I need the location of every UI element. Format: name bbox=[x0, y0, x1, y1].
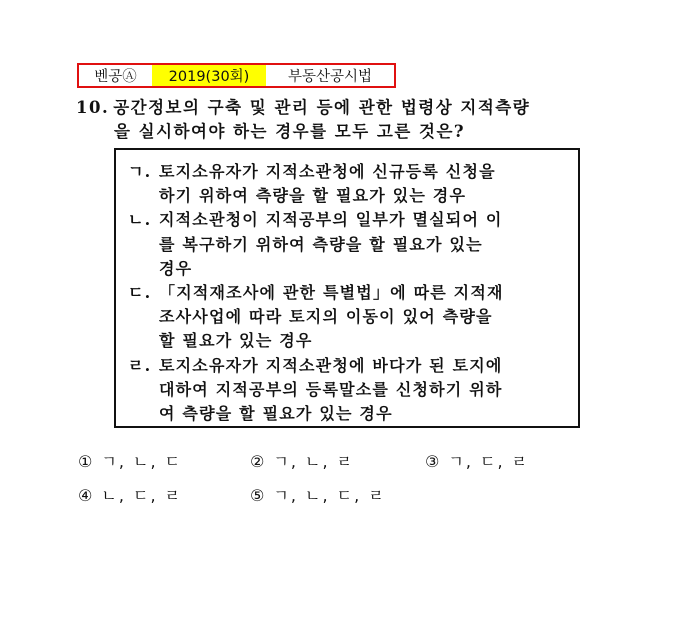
statement-item bbox=[128, 281, 566, 354]
statement-line: 조사사업에 따라 토지의 이동이 있어 측량을 bbox=[159, 307, 493, 327]
statement-line: 대하여 지적공부의 등록말소를 신청하기 위하 bbox=[159, 379, 503, 399]
statement-item bbox=[128, 208, 566, 281]
question-stem bbox=[76, 96, 596, 144]
question-line-1 bbox=[76, 96, 596, 120]
exam-year: 2019(30회) bbox=[152, 65, 266, 86]
statement-line: 하기 위하여 측량을 할 필요가 있는 경우 bbox=[159, 186, 467, 206]
choice-4[interactable]: ④ ㄴ, ㄷ, ㄹ bbox=[78, 486, 183, 505]
statement-item bbox=[128, 354, 566, 427]
statement-line: 를 복구하기 위하여 측량을 할 필요가 있는 bbox=[159, 234, 483, 254]
statements-box bbox=[114, 148, 580, 428]
choice-5[interactable]: ⑤ ㄱ, ㄴ, ㄷ, ㄹ bbox=[250, 486, 386, 505]
statement-marker: ㄷ. bbox=[128, 283, 152, 303]
statement-line: 경우 bbox=[159, 258, 193, 278]
question-text-1: 공간정보의 구축 및 관리 등에 관한 법령상 지적측량 bbox=[113, 98, 531, 117]
statement-line: 토지소유자가 지적소관청에 바다가 된 토지에 bbox=[159, 355, 503, 375]
question-line-2: 을 실시하여야 하는 경우를 모두 고른 것은? bbox=[114, 122, 466, 141]
exam-header bbox=[77, 63, 396, 88]
subject-name: 부동산공시법 bbox=[266, 65, 394, 86]
choice-3[interactable]: ③ ㄱ, ㄷ, ㄹ bbox=[425, 452, 530, 471]
question-number: 10. bbox=[76, 98, 110, 117]
subject-code: 벤공Ⓐ bbox=[79, 65, 152, 86]
statement-line: 여 측량을 할 필요가 있는 경우 bbox=[159, 404, 393, 424]
statement-marker: ㄱ. bbox=[128, 162, 152, 181]
choice-2[interactable]: ② ㄱ, ㄴ, ㄹ bbox=[250, 452, 355, 471]
choice-1[interactable]: ① ㄱ, ㄴ, ㄷ bbox=[78, 452, 183, 471]
statement-line: 「지적재조사에 관한 특별법」에 따른 지적재 bbox=[159, 283, 504, 303]
statement-line: 할 필요가 있는 경우 bbox=[159, 331, 313, 351]
statement-line: 지적소관청이 지적공부의 일부가 멸실되어 이 bbox=[159, 210, 503, 230]
statement-line: 토지소유자가 지적소관청에 신규등록 신청을 bbox=[159, 162, 496, 181]
statement-marker: ㄹ. bbox=[128, 355, 152, 375]
statement-marker: ㄴ. bbox=[128, 210, 152, 230]
statement-item bbox=[128, 160, 566, 208]
